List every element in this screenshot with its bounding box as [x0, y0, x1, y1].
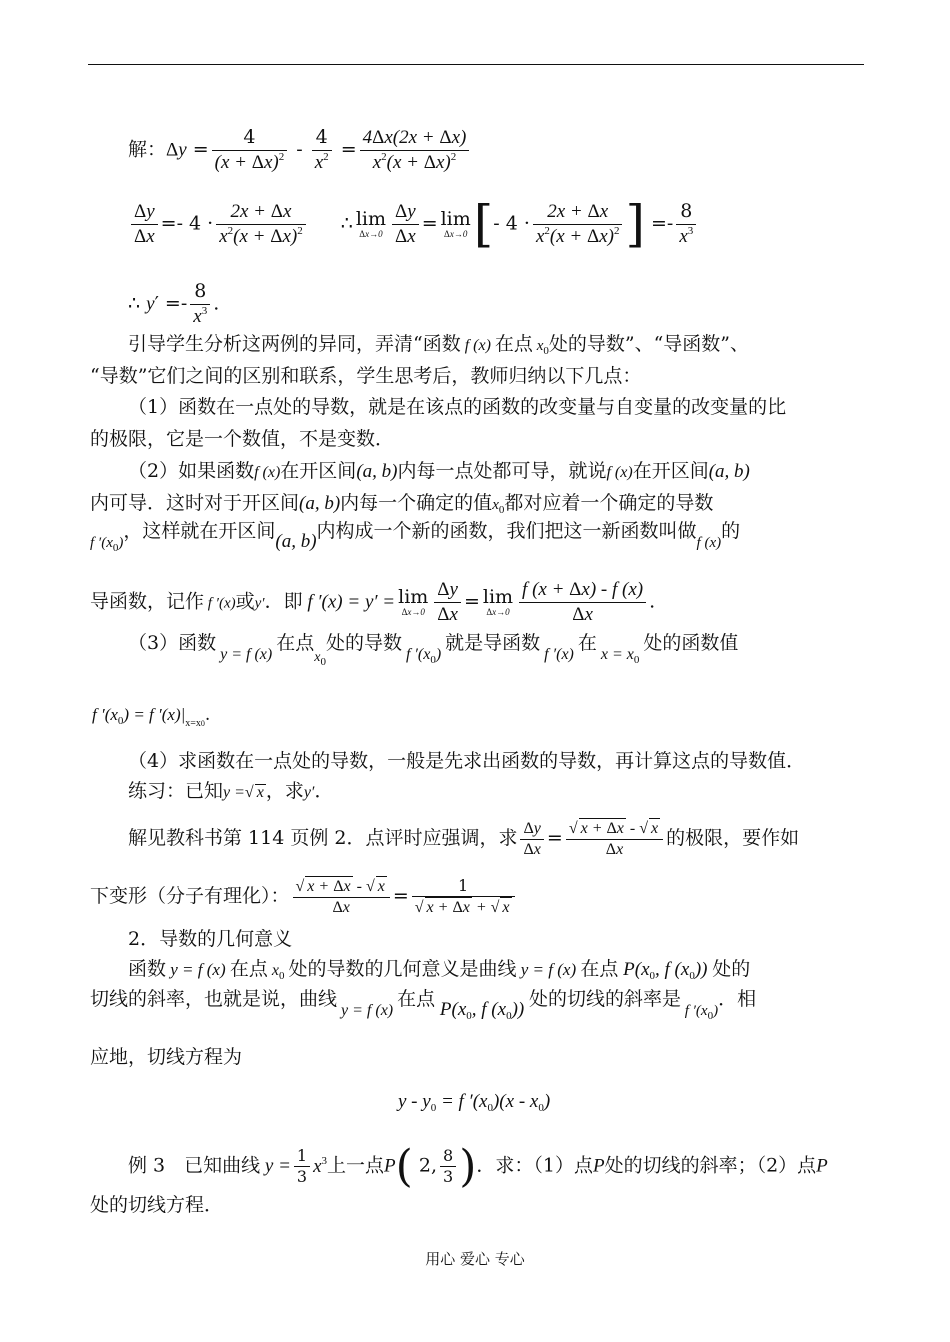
paragraph-geo-3: 应地，切线方程为	[90, 1046, 243, 1068]
limit: lim Δx→0	[440, 207, 471, 239]
example-3-line-2: 处的切线方程．	[90, 1194, 224, 1216]
fraction: $\frac{\Delta y}{\Delta x}$	[434, 578, 461, 627]
fraction: $\frac{√ x + \Delta x - √ x}{\Delta x}$	[566, 818, 663, 860]
paragraph-point-4: （4）求函数在一点处的导数，一般是先求出函数的导数，再计算这点的导数值．	[128, 750, 806, 772]
paragraph-intro-2: “导数”它们之间的区别和联系，学生思考后，教师归纳以下几点：	[90, 365, 642, 387]
paragraph-point-2a: （2）如果函数f (x)在开区间(a, b)内每一点处都可导，就说f (x)在开区间(a, b)	[128, 460, 750, 482]
fraction: $\frac{√ x + \Delta x - √ x}{\Delta x}$	[293, 876, 390, 918]
fraction: $\frac{1}{3}$	[294, 1146, 310, 1187]
paragraph-geo-1: 函数 y = f (x) 在点 $x_0$ 处的导数的几何意义是曲线 y = f (x) 在点 $P(x_0$, f $(x_0)$) 处的	[128, 958, 751, 982]
fraction: $\frac{8}{3}$	[440, 1146, 456, 1187]
fraction: $\frac{\Delta y}{\Delta x}$	[392, 200, 419, 249]
header-rule	[88, 64, 864, 65]
paragraph-point-2c: $_{f '(x_0)}$，这样就在开区间(a, b)内构成一个新的函数，我们把这一新函数叫做$_{f (x)}$的	[90, 520, 741, 554]
solution-label: 解：	[128, 138, 167, 161]
fraction: $\frac{\Delta y}{\Delta x}$	[520, 819, 543, 860]
fraction: $\frac{4\Delta x(2x + \Delta x)}{x^2(x + \Delta x)^2}$	[360, 126, 470, 175]
solution-ref-1: 解见教科书第 114 页例 2．点评时应强调，求 $\frac{\Delta y}{\Delta x}$ = $\frac{√ x + \Delta x - √ x}{\Delta x}$ 的极限，要作如	[128, 819, 800, 858]
limit: lim Δx→0	[482, 585, 514, 617]
fraction: $\frac{1}{√ x + \Delta x + √ x}$	[412, 876, 515, 918]
paragraph-point-3b: f $'(x_0) = f$ $'(x)|_{x=x0}$.	[92, 705, 211, 729]
solution-line-3: ∴ y′ =- $\frac{8}{x^3}$ .	[128, 280, 220, 327]
fraction: $\frac{\Delta y}{\Delta x}$	[131, 200, 158, 249]
fraction: $\frac{4}{(x + \Delta x)^2}$	[212, 126, 288, 175]
solution-line-2: $\frac{\Delta y}{\Delta x}$ =- 4 · $\frac{2x + \Delta x}{x^2(x + \Delta x)^2}$ ∴ lim Δx→0 $\frac{\Delta y}{\Delta x}$ = lim Δx→0 [- 4 · $\frac{2x + \Delta x}{x^2(x + \Delta x)^2}$ ] =- $\frac{8}{x^3}$	[128, 200, 699, 249]
fraction: $\frac{8}{x^3}$	[676, 200, 696, 249]
limit: lim Δx→0	[398, 585, 429, 617]
paragraph-point-1b: 的极限，它是一个数值，不是变数．	[90, 428, 395, 450]
fraction: $\frac{f (x + \Delta x) - f (x)}{\Delta x}$	[519, 578, 646, 627]
exercise-line: 练习：已知y =√ x ，求y′．	[128, 780, 334, 802]
fraction: $\frac{2x + \Delta x}{x^2(x + \Delta x)^2}$	[533, 200, 623, 249]
tangent-equation: $y - y_0 = f$ $'(x_0)(x - x_0)$	[398, 1091, 551, 1114]
paragraph-geo-2: 切线的斜率，也就是说，曲线 $_{y = f (x)}$ 在点 $P(x_0$, f $(x_0)$) 处的切线的斜率是 $_{f '(x_0)}$．相	[90, 988, 757, 1022]
solution-ref-2: 下变形（分子有理化）： $\frac{√ x + \Delta x - √ x}{\Delta x}$ = $\frac{1}{√ x + \Delta x + √ x}$	[90, 876, 518, 918]
fraction: $\frac{4}{x^2}$	[312, 126, 332, 175]
solution-line-1: 解：Δy = $\frac{4}{(x + \Delta x)^2}$ - $\frac{4}{x^2}$ = $\frac{4\Delta x(2x + \Delta x)}{x^2(x + \Delta x)^2}$	[128, 126, 472, 175]
section-heading-2: 2．导数的几何意义	[128, 928, 293, 950]
fraction: $\frac{2x + \Delta x}{x^2(x + \Delta x)^2}$	[216, 200, 306, 249]
paragraph-point-1a: （1）函数在一点处的导数，就是在该点的函数的改变量与自变量的改变量的比	[128, 396, 787, 418]
paragraph-point-2d: 导函数，记作 f ′(x)或y′．即 f ′(x) = y′ = lim Δx→0 $\frac{\Delta y}{\Delta x}$ = lim Δx→0 $\frac{f (x + \Delta x) - f (x)}{\Delta x}$ .	[90, 579, 656, 625]
fraction: $\frac{8}{x^3}$	[190, 280, 210, 329]
example-3-line-1: 例 3 已知曲线 y = $\frac{1}{3}$ $x^3$上一点P( 2, $\frac{8}{3}$ )．求：（1）点P处的切线的斜率；（2）点P	[128, 1140, 828, 1192]
paragraph-intro-1: 引导学生分析这两例的异同，弄清“函数 f (x) 在点 $x_0$处的导数”、“导函数”、	[128, 333, 750, 357]
page-footer: 用心 爱心 专心	[425, 1250, 525, 1268]
paragraph-point-2b: 内可导．这时对于开区间(a, b)内每一个确定的值$x_0$都对应着一个确定的导数	[90, 492, 714, 516]
limit: lim Δx→0	[355, 207, 387, 239]
paragraph-point-3a: （3）函数 $_{y = f (x)}$ 在点$_{x_0}$处的导数 $_{f '(x_0)}$ 就是导函数 $_{f '(x)}$ 在 $_{x = x_0}$ 处的函数值	[128, 632, 739, 668]
